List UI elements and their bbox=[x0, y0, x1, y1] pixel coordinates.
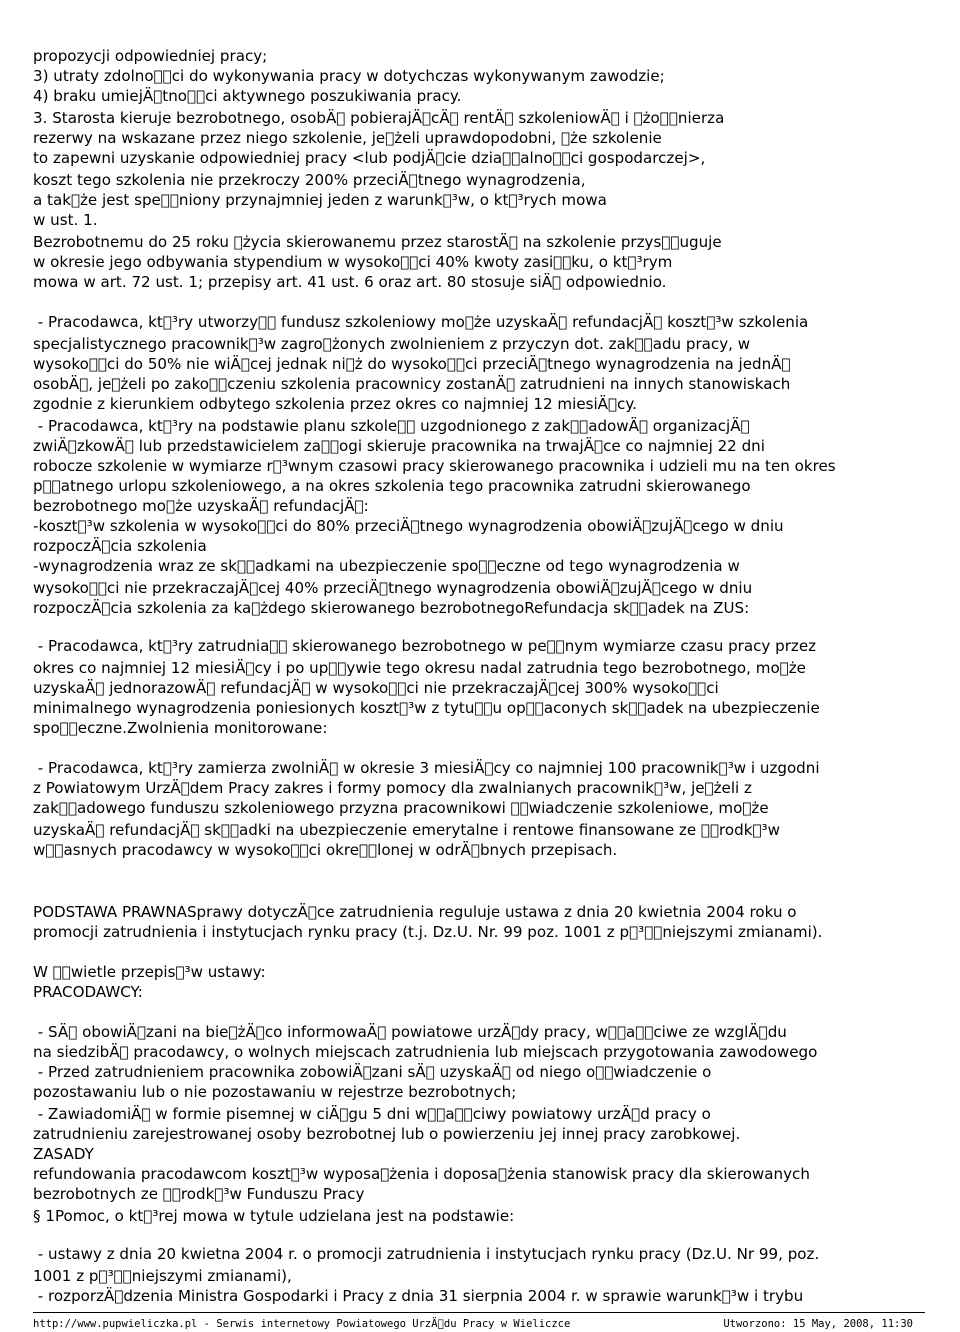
text-line: okres co najmniej 12 miesiÄ cy i po up  ywie tego okresu nadal zatrudnia tego bezrobotnego, mo że bbox=[33, 659, 806, 677]
text-line: 4) braku umiejÄ tno  ci aktywnego poszukiwania pracy. bbox=[33, 87, 462, 105]
footer-created-date: Utworzono: 15 May, 2008, 11:30 bbox=[723, 1318, 913, 1330]
text-line: -wynagrodzenia wraz ze sk  adkami na ubezpieczenie spo  eczne od tego wynagrodzenia w bbox=[33, 557, 740, 575]
text-line: wysoko  ci do 50% nie wiÄ cej jednak ni ż do wysoko  ci przeciÄ tnego wynagrodzenia na jednÄ  bbox=[33, 355, 791, 373]
text-line: p  atnego urlopu szkoleniowego, a na okres szkolenia tego pracownika zatrudni skierowanego bbox=[33, 477, 751, 495]
text-line: - Pracodawca, kt ³ry zatrudnia   skierowanego bezrobotnego w pe  nym wymiarze czasu pracy przez bbox=[33, 637, 817, 655]
text-line: - SÄ  obowiÄ zani na bie żÄ co informowaÄ  powiatowe urzÄ dy pracy, w  a  ciwe ze wzglÄ du bbox=[33, 1023, 787, 1041]
text-line: w ust. 1. bbox=[33, 211, 98, 229]
text-line: refundowania pracodawcom koszt ³w wyposa żenia i doposa żenia stanowisk pracy dla skierowanych bbox=[33, 1165, 810, 1183]
text-line: wysoko  ci nie przekraczajÄ cej 40% przeciÄ tnego wynagrodzenia obowiÄ zujÄ cego w dniu bbox=[33, 579, 753, 597]
text-line: mowa w art. 72 ust. 1; przepisy art. 41 ust. 6 oraz art. 80 stosuje siÄ  odpowiednio. bbox=[33, 273, 667, 291]
text-line: - Przed zatrudnieniem pracownika zobowiÄ zani sÄ  uzyskaÄ  od niego o  wiadczenie o bbox=[33, 1063, 712, 1081]
text-line: 1001 z p ³  niejszymi zmianami), bbox=[33, 1267, 292, 1285]
text-line: rezerwy na wskazane przez niego szkolenie, je żeli uprawdopodobni,  że szkolenie bbox=[33, 129, 662, 147]
text-line: na siedzibÄ  pracodawcy, o wolnych miejscach zatrudnienia lub miejscach przygotowania zawodowego bbox=[33, 1043, 818, 1061]
text-line: PODSTAWA PRAWNASprawy dotyczÄ ce zatrudnienia reguluje ustawa z dnia 20 kwietnia 2004 roku o bbox=[33, 903, 797, 921]
text-line: pozostawaniu lub o nie pozostawaniu w rejestrze bezrobotnych; bbox=[33, 1083, 517, 1101]
text-line: ZASADY bbox=[33, 1145, 94, 1163]
footer-source-url[interactable]: http://www.pupwieliczka.pl - Serwis internetowy Powiatowego UrzÄ du Pracy w Wieliczce bbox=[33, 1318, 571, 1330]
text-line: zak  adowego funduszu szkoleniowego przyzna pracownikowi   wiadczenie szkoleniowe, mo że bbox=[33, 799, 769, 817]
text-line: spo  eczne.Zwolnienia monitorowane: bbox=[33, 719, 328, 737]
text-line: - rozporzÄ dzenia Ministra Gospodarki i Pracy z dnia 31 sierpnia 2004 r. w sprawie warunk ³w i trybu bbox=[33, 1287, 804, 1305]
text-line: promocji zatrudnienia i instytucjach rynku pracy (t.j. Dz.U. Nr. 99 poz. 1001 z p ³  niejszymi zmianami). bbox=[33, 923, 823, 941]
text-line: zatrudnieniu zarejestrowanej osoby bezrobotnej lub o powierzeniu jej innej pracy zarobkowej. bbox=[33, 1125, 741, 1143]
text-line: zwiÄ zkowÄ  lub przedstawicielem za  ogi skieruje pracownika na trwajÄ ce co najmniej 22 dni bbox=[33, 437, 765, 455]
text-line: -koszt ³w szkolenia w wysoko  ci do 80% przeciÄ tnego wynagrodzenia obowiÄ zujÄ cego w dniu bbox=[33, 517, 784, 535]
text-line: w  asnych pracodawcy w wysoko  ci okre  lonej w odrÄ bnych przepisach. bbox=[33, 841, 618, 859]
footer-divider bbox=[33, 1312, 925, 1313]
text-line: koszt tego szkolenia nie przekroczy 200% przeciÄ tnego wynagrodzenia, bbox=[33, 171, 586, 189]
text-line: PRACODAWCY: bbox=[33, 983, 143, 1001]
text-line: zgodnie z kierunkiem odbytego szkolenia przez okres co najmniej 12 miesiÄ cy. bbox=[33, 395, 637, 413]
text-line: - ZawiadomiÄ  w formie pisemnej w ciÄ gu 5 dni w  a  ciwy powiatowy urzÄ d pracy o bbox=[33, 1105, 711, 1123]
text-line: propozycji odpowiedniej pracy; bbox=[33, 47, 268, 65]
text-line: 3. Starosta kieruje bezrobotnego, osobÄ  pobierajÄ cÄ  rentÄ  szkoleniowÄ  i  żo  nierza bbox=[33, 109, 725, 127]
text-line: z Powiatowym UrzÄ dem Pracy zakres i formy pomocy dla zwalnianych pracownik ³w, je żeli z bbox=[33, 779, 752, 797]
text-line: 3) utraty zdolno  ci do wykonywania pracy w dotychczas wykonywanym zawodzie; bbox=[33, 67, 665, 85]
text-line: § 1Pomoc, o kt ³rej mowa w tytule udzielana jest na podstawie: bbox=[33, 1207, 515, 1225]
text-line: uzyskaÄ  jednorazowÄ  refundacjÄ  w wysoko  ci nie przekraczajÄ cej 300% wysoko  ci bbox=[33, 679, 719, 697]
text-line: rozpoczÄ cia szkolenia bbox=[33, 537, 207, 555]
text-line: rozpoczÄ cia szkolenia za ka żdego skierowanego bezrobotnegoRefundacja sk  adek na ZUS: bbox=[33, 599, 750, 617]
text-line: Bezrobotnemu do 25 roku  życia skierowanemu przez starostÄ  na szkolenie przys  uguje bbox=[33, 233, 722, 251]
text-line: specjalistycznego pracownik ³w zagro żonych zwolnieniem z przyczyn dot. zak  adu pracy, w bbox=[33, 335, 751, 353]
text-line: to zapewni uzyskanie odpowiedniej pracy <lub podjÄ cie dzia  alno  ci gospodarczej>, bbox=[33, 149, 706, 167]
text-line: - Pracodawca, kt ³ry zamierza zwolniÄ  w okresie 3 miesiÄ cy co najmniej 100 pracownik ³w i uzgodni bbox=[33, 759, 820, 777]
text-line: bezrobotnych ze   rodk ³w Funduszu Pracy bbox=[33, 1185, 365, 1203]
text-line: - Pracodawca, kt ³ry utworzy   fundusz szkoleniowy mo że uzyskaÄ  refundacjÄ  koszt ³w szkolenia bbox=[33, 313, 809, 331]
text-line: w okresie jego odbywania stypendium w wysoko  ci 40% kwoty zasi  ku, o kt ³rym bbox=[33, 253, 673, 271]
text-line: robocze szkolenie w wymiarze r ³wnym czasowi pracy skierowanego pracownika i udzieli mu na ten okres bbox=[33, 457, 836, 475]
text-line: W   wietle przepis ³w ustawy: bbox=[33, 963, 266, 981]
text-line: osobÄ , je żeli po zako  czeniu szkolenia pracownicy zostanÄ  zatrudnieni na innych stanowiskach bbox=[33, 375, 791, 393]
text-line: - ustawy z dnia 20 kwietna 2004 r. o promocji zatrudnienia i instytucjach rynku pracy (Dz.U. Nr 99, poz. bbox=[33, 1245, 820, 1263]
text-line: bezrobotnego mo że uzyskaÄ  refundacjÄ : bbox=[33, 497, 369, 515]
text-line: uzyskaÄ  refundacjÄ  sk  adki na ubezpieczenie emerytalne i rentowe finansowane ze   rodk ³w bbox=[33, 821, 780, 839]
text-line: a tak że jest spe  niony przynajmniej jeden z warunk ³w, o kt ³rych mowa bbox=[33, 191, 607, 209]
text-line: - Pracodawca, kt ³ry na podstawie planu szkole   uzgodnionego z zak  adowÄ  organizacjÄ  bbox=[33, 417, 750, 435]
text-line: minimalnego wynagrodzenia poniesionych koszt ³w z tytu  u op  aconych sk  adek na ubezpieczenie bbox=[33, 699, 820, 717]
